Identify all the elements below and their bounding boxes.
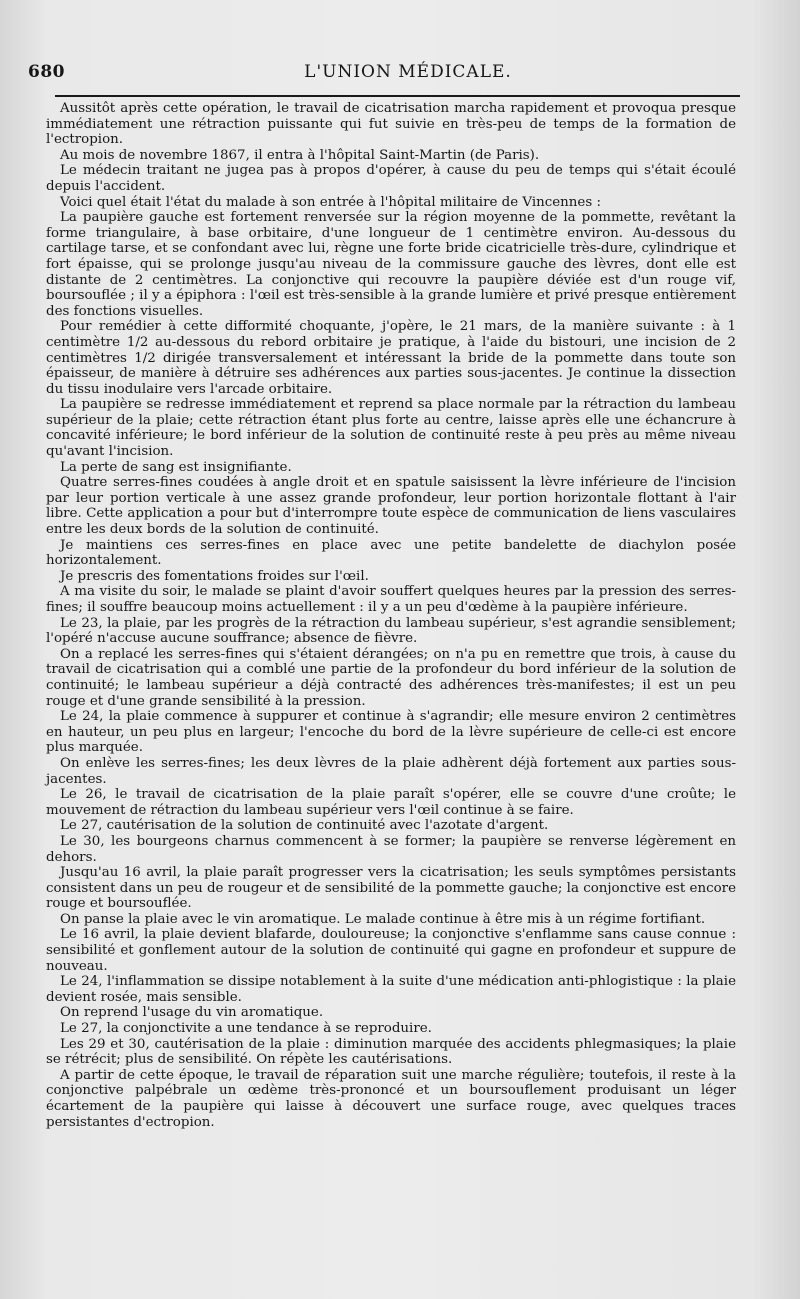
paragraph: Je prescris des fomentations froides sur l'œil.: [60, 568, 369, 584]
page-header: [28, 60, 748, 90]
paragraph: On panse la plaie avec le vin aromatique. Le malade continue à être mis à un régime fortifiant.: [60, 911, 706, 927]
paragraph: Le médecin traitant ne jugea pas à propos d'opérer, à cause du peu de temps qui s'était écoulé depuis l'accident.: [46, 163, 736, 194]
header-rule: [55, 95, 740, 97]
paragraph: A partir de cette époque, le travail de réparation suit une marche régulière; toutefois, il reste à la conjonctive palpébrale un œdème très-prononcé et un boursouflement produisant un léger écartement de la paupière qui laisse à découvert une surface rouge, avec quelques traces persistantes d'ectropion.: [46, 1067, 736, 1130]
paragraph: On enlève les serres-fines; les deux lèvres de la plaie adhèrent déjà fortement aux parties sous-jacentes.: [46, 755, 736, 787]
paragraph: Le 24, l'inflammation se dissipe notablement à la suite d'une médication anti-phlogistique : la plaie devient rosée, mais sensible.: [46, 974, 736, 1005]
paragraph: Le 27, cautérisation de la solution de continuité avec l'azotate d'argent.: [60, 818, 549, 834]
paragraph: Le 26, le travail de cicatrisation de la plaie paraît s'opérer, elle se couvre d'une croûte; le mouvement de rétraction du lambeau supérieur vers l'œil continue à se faire.: [46, 787, 736, 818]
paragraph: Aussitôt après cette opération, le travail de cicatrisation marcha rapidement et provoqua presque immédiatement une rétraction puissante qui fut suivie en très-peu de temps de la formation de l'ectropion.: [46, 101, 736, 148]
page-number: 680: [28, 62, 65, 82]
paragraph: Voici quel était l'état du malade à son entrée à l'hôpital militaire de Vincennes :: [60, 194, 601, 210]
paragraph: A ma visite du soir, le malade se plaint d'avoir souffert quelques heures par la pression des serres-fines; il souffre beaucoup moins actuellement : il y a un peu d'œdème à la paupière inférieure.: [46, 584, 736, 615]
paragraph: Au mois de novembre 1867, il entra à l'hôpital Saint-Martin (de Paris).: [60, 147, 540, 163]
paragraph: Les 29 et 30, cautérisation de la plaie : diminution marquée des accidents phlegmasiques; la plaie se rétrécit; plus de sensibilité. On répète les cautérisations.: [46, 1036, 736, 1068]
paragraph: On reprend l'usage du vin aromatique.: [60, 1005, 324, 1021]
paragraph: La paupière gauche est fortement renversée sur la région moyenne de la pommette, revêtant la forme triangulaire, à base orbitaire, d'une longueur de 1 centimètre environ. Au-dessous du cartilage tarse, et se confondant avec lui, règne une forte bride cicatricielle très-dure, cylindrique et fort épaisse, qui se prolonge jusqu'au niveau de la commissure gauche des lèvres, dont elle est distante de 2 centimètres. La conjonctive qui recouvre la paupière déviée est d'un rouge vif, boursouflée ; il y a épiphora : l'œil est très-sensible à la grande lumière et privé presque entièrement des fonctions visuelles.: [46, 210, 736, 319]
paragraph: Jusqu'au 16 avril, la plaie paraît progresser vers la cicatrisation; les seuls symptômes persistants consistent dans un peu de rougeur et de sensibilité de la pommette gauche; la conjonctive est encore rouge et boursouflée.: [46, 865, 736, 912]
paragraph: Le 23, la plaie, par les progrès de la rétraction du lambeau supérieur, s'est agrandie sensiblement; l'opéré n'accuse aucune souffrance; absence de fièvre.: [46, 615, 736, 647]
paragraph: Le 27, la conjonctivite a une tendance à se reproduire.: [60, 1021, 432, 1037]
paragraph: Pour remédier à cette difformité choquante, j'opère, le 21 mars, de la manière suivante : à 1 centimètre 1/2 au-dessous du rebord orbitaire je pratique, à l'aide du bistouri, une incision de 2 centimètres 1/2 dirigée transversalement et intéressant la bride de la pommette dans toute son épaisseur, de manière à détruire ses adhérences aux parties sous-jacentes. Je continue la dissection du tissu inodulaire vers l'arcade orbitaire.: [46, 319, 736, 397]
paragraph: La perte de sang est insignifiante.: [60, 459, 292, 475]
paragraph: Le 30, les bourgeons charnus commencent à se former; la paupière se renverse légèrement en dehors.: [46, 833, 736, 865]
paragraph: Quatre serres-fines coudées à angle droit et en spatule saisissent la lèvre inférieure de l'incision par leur portion verticale à une assez grande profondeur, leur portion horizontale flottant à l'air libre. Cette application a pour but d'interrompre toute espèce de communication de liens vasculaires entre les deux bords de la solution de continuité.: [46, 475, 736, 538]
paragraph: On a replacé les serres-fines qui s'étaient dérangées; on n'a pu en remettre que trois, à cause du travail de cicatrisation qui a comblé une partie de la profondeur du bord inférieur de la solution de continuité; le lambeau supérieur a déjà contracté des adhérences très-manifestes; il est un peu rouge et d'une grande sensibilité à la pression.: [46, 646, 736, 709]
paragraph: Je maintiens ces serres-fines en place avec une petite bandelette de diachylon posée horizontalement.: [46, 537, 736, 569]
paragraph: La paupière se redresse immédiatement et reprend sa place normale par la rétraction du lambeau supérieur de la plaie; cette rétraction étant plus forte au centre, laisse après elle une échancrure à concavité inférieure; le bord inférieur de la solution de continuité reste à peu près au même niveau qu'avant l'incision.: [46, 397, 736, 460]
paragraph: Le 24, la plaie commence à suppurer et continue à s'agrandir; elle mesure environ 2 centimètres en hauteur, un peu plus en largeur; l'encoche du bord de la lèvre supérieure de celle-ci est encore plus marquée.: [46, 709, 736, 756]
paragraph: Le 16 avril, la plaie devient blafarde, douloureuse; la conjonctive s'enflamme sans cause connue : sensibilité et gonflement autour de la solution de continuité qui gagne en profondeur et suppure de nouveau.: [46, 927, 736, 974]
running-title: L'UNION MÉDICALE.: [304, 62, 512, 82]
body-text: [46, 101, 736, 1130]
